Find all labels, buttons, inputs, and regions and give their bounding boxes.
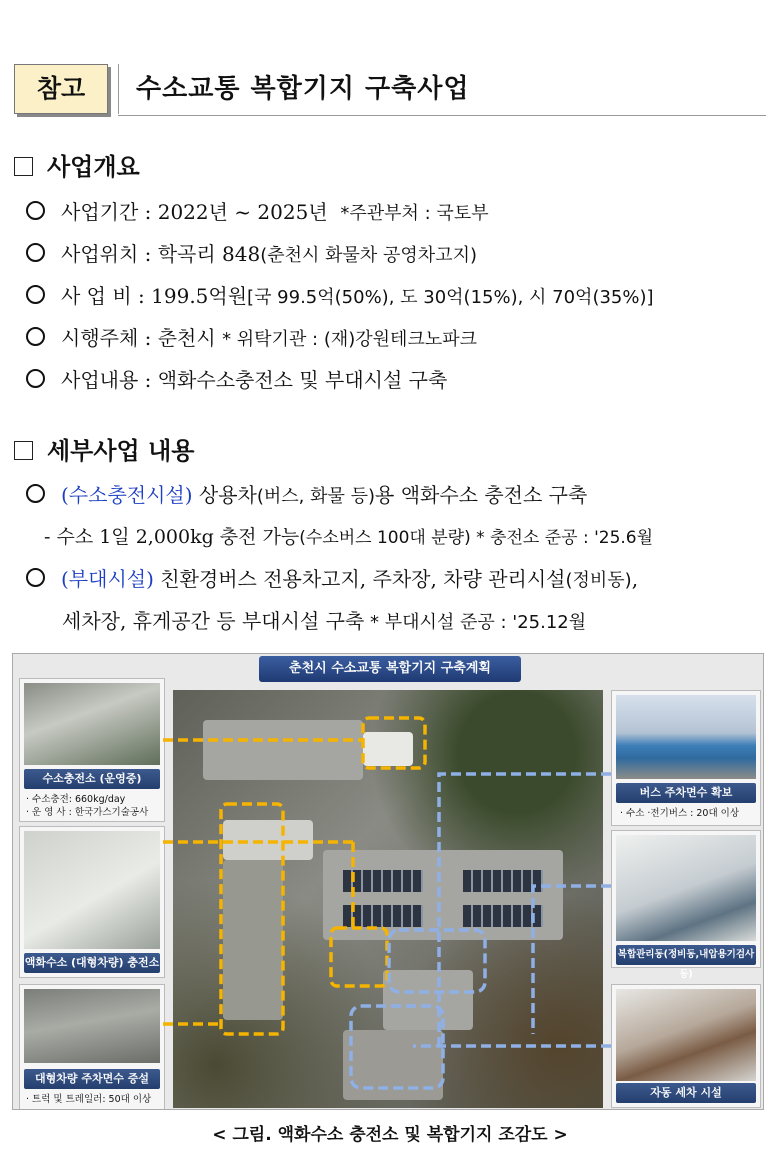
header-divider [118, 64, 119, 114]
circle-bullet-icon [26, 243, 45, 262]
circle-bullet-icon [26, 201, 45, 220]
connector-overlay [13, 654, 763, 1109]
circle-bullet-icon [26, 568, 45, 587]
details-heading: 세부사업 내용 [14, 436, 194, 466]
card-truck-parking: 대형차량 주차면수 증설 · 트럭 및 트레일러: 50대 이상 [19, 984, 165, 1110]
details-item-facilities-cont: 세차장, 휴게공간 등 부대시설 구축 * 부대시설 준공 : '25.12월 [62, 609, 587, 633]
circle-bullet-icon [26, 285, 45, 304]
yellow-connectors [163, 718, 425, 1034]
card-hydrogen-station: 수소충전소 (운영중) · 수소충전: 660kg/day · 운 영 사 : 한국가스기술공사 [19, 678, 165, 822]
card-bus-parking: 버스 주차면수 확보 · 수소 ·전기버스 : 20대 이상 [611, 690, 761, 826]
header-underline [118, 115, 766, 116]
lh-station-highlight [331, 928, 387, 986]
overview-item-period: 사업기간 : 2022년 ~ 2025년 *주관부처 : 국토부 [26, 197, 489, 229]
page-title: 수소교통 복합기지 구축사업 [136, 74, 470, 104]
details-item-charging: (수소충전시설) 상용차(버스, 화물 등)용 액화수소 충전소 구축 [26, 480, 587, 512]
blue-connectors [351, 774, 611, 1088]
document-header [14, 64, 766, 116]
truck-lot-highlight [221, 804, 283, 1034]
circle-bullet-icon [26, 369, 45, 388]
details-item-charging-sub: - 수소 1일 2,000kg 충전 가능(수소버스 100대 분량) * 충전소 준공 : '25.6월 [44, 526, 654, 548]
card-label: 대형차량 주차면수 증설 [24, 1069, 160, 1089]
checkbox-square-icon [14, 441, 33, 460]
parking-highlight [389, 930, 485, 992]
site-plan-figure [12, 653, 764, 1110]
reference-tag: 참고 [14, 64, 108, 114]
circle-bullet-icon [26, 327, 45, 346]
card-label: 수소충전소 (운영중) [24, 769, 160, 789]
figure-caption: < 그림. 액화수소 충전소 및 복합기지 조감도 > [212, 1125, 568, 1145]
overview-heading: 사업개요 [14, 152, 140, 182]
checkbox-square-icon [14, 157, 33, 176]
card-label: 버스 주차면수 확보 [616, 783, 756, 803]
connector-line [533, 886, 611, 1034]
overview-item-budget: 사 업 비 : 199.5억원[국 99.5억(50%), 도 30억(15%), 시 70억(35%)] [26, 281, 654, 313]
circle-bullet-icon [26, 484, 45, 503]
overview-item-operator: 시행주체 : 춘천시 * 위탁기관 : (재)강원테크노파크 [26, 323, 477, 355]
details-item-facilities: (부대시설) 친환경버스 전용차고지, 주차장, 차량 관리시설(정비동), [26, 564, 638, 596]
card-label: 액화수소 (대형차량) 충전소 [24, 953, 160, 973]
connector-line [439, 774, 611, 1046]
overview-item-content: 사업내용 : 액화수소충전소 및 부대시설 구축 [26, 365, 447, 395]
station-highlight [363, 718, 425, 768]
overview-item-location: 사업위치 : 학곡리 848(춘천시 화물차 공영차고지) [26, 239, 477, 271]
figure-title: 춘천시 수소교통 복합기지 구축계획 [259, 656, 521, 682]
card-label: 자동 세차 시설 [616, 1083, 756, 1103]
card-label: 복합관리동(정비동,내압용기검사동) [616, 945, 756, 965]
